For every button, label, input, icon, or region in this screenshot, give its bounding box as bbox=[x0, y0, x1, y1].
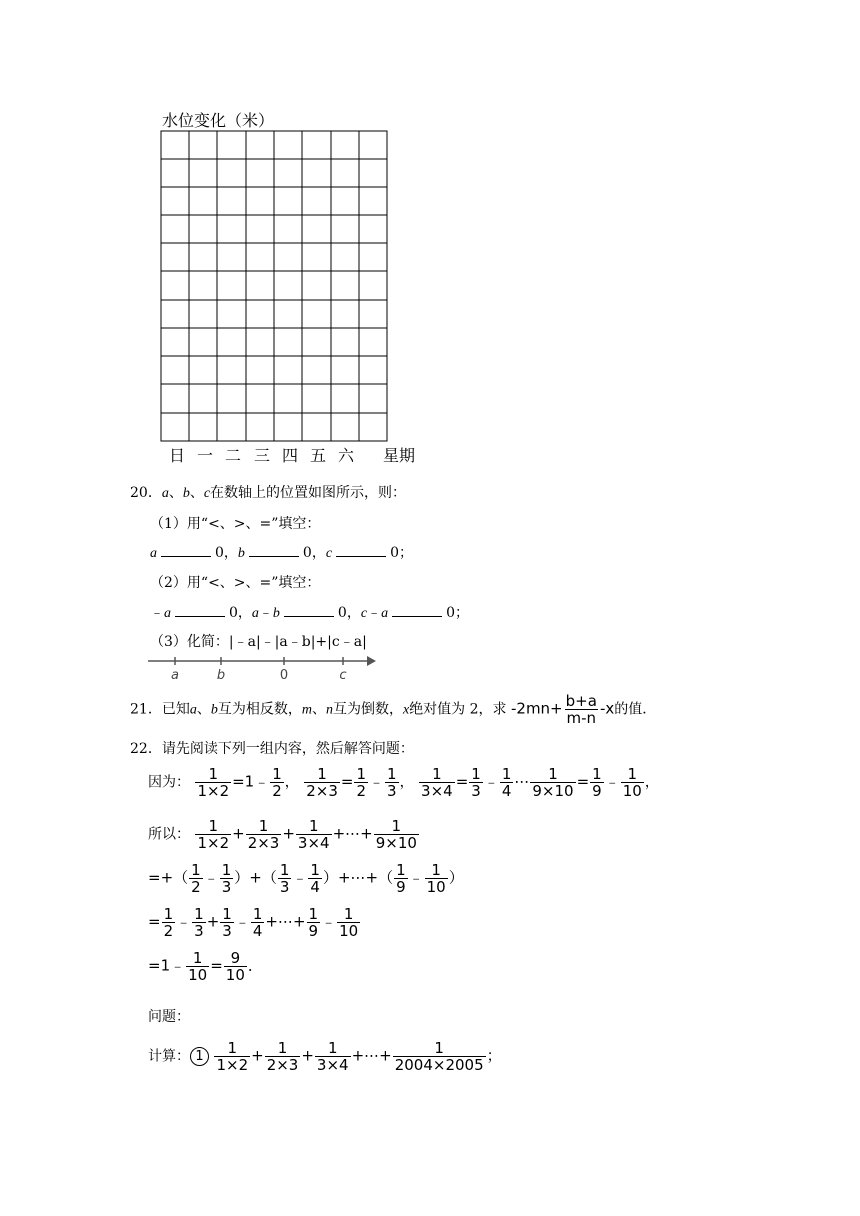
fraction: $\frac{1}{2}$ bbox=[272, 765, 282, 800]
q21-text: 互为相反数， bbox=[217, 701, 302, 718]
arrow-right-icon bbox=[367, 656, 376, 666]
fraction: $\frac{1}{10}$ bbox=[426, 861, 446, 896]
q20-number: 20． bbox=[130, 485, 162, 501]
water-level-grid bbox=[160, 130, 389, 443]
separator: 、 bbox=[168, 485, 183, 501]
fraction: $\frac{1}{10}$ bbox=[622, 765, 642, 800]
expr-lead: -2mn+ bbox=[510, 699, 563, 718]
fraction: $\frac{1}{2\times 3}$ bbox=[247, 817, 280, 852]
var-c: c bbox=[360, 606, 368, 621]
q20-part1: （1）用“<、>、=”填空： bbox=[150, 516, 321, 532]
var-a: a bbox=[164, 606, 171, 621]
fraction: $\frac{1}{3\times 4}$ bbox=[421, 765, 453, 800]
q21-text: 互为倒数， bbox=[332, 701, 403, 718]
answer-blank[interactable] bbox=[392, 602, 442, 617]
minus-sign: ﹣ bbox=[150, 605, 164, 621]
number-line bbox=[146, 652, 382, 682]
fraction-denominator: m-n bbox=[566, 709, 597, 727]
fraction-numerator: b+a bbox=[565, 692, 597, 710]
q22-telescoping-line: = $\frac{1}{2}$ ﹣ $\frac{1}{3}$ + $\frac{1}{3}$ ﹣ $\frac{1}{4}$ +⋯+ $\frac{1}{9}$ ﹣ $\frac{1}{10}$ bbox=[148, 905, 359, 940]
q20-row1 bbox=[150, 542, 413, 562]
fraction: $\frac{1}{9\times 10}$ bbox=[375, 817, 417, 852]
fraction: $\frac{1}{9}$ bbox=[592, 765, 602, 800]
compare-zero: 0； bbox=[446, 605, 469, 621]
fraction: $\frac{1}{4}$ bbox=[310, 861, 320, 896]
q21-text: 已知 bbox=[161, 701, 190, 718]
fraction: $\frac{9}{10}$ bbox=[225, 949, 245, 984]
so-label: 所以： bbox=[148, 826, 190, 843]
numberline-label-a: a bbox=[171, 668, 179, 682]
grid-title: 水位变化（米） bbox=[162, 111, 275, 130]
calc-label: 计算： bbox=[148, 1048, 190, 1065]
answer-blank[interactable] bbox=[161, 542, 211, 557]
numberline-label-zero: 0 bbox=[279, 668, 289, 682]
var-c: c bbox=[325, 546, 333, 561]
q22-question-label: 问题： bbox=[148, 1009, 190, 1025]
fraction: $\frac{1}{2\times 3}$ bbox=[306, 765, 338, 800]
answer-blank[interactable] bbox=[249, 542, 299, 557]
fraction bbox=[564, 693, 599, 726]
fraction: $\frac{1}{9\times 10}$ bbox=[532, 765, 574, 800]
fraction: $\frac{1}{3}$ bbox=[471, 765, 481, 800]
separator: 、 bbox=[189, 485, 204, 501]
weekday-fri: 五 bbox=[310, 446, 327, 465]
fraction: $\frac{1}{1\times 2}$ bbox=[197, 817, 230, 852]
q22-expand-line: =+（ $\frac{1}{2}$ ﹣ $\frac{1}{3}$ ）+（ $\frac{1}{3}$ ﹣ $\frac{1}{4}$ ）+⋯+（ $\frac{1}{9}$ ﹣ $\frac{1}{10}$ ） bbox=[148, 861, 464, 896]
numberline-label-b: b bbox=[216, 668, 226, 682]
minus-sign: ﹣ bbox=[367, 605, 382, 621]
weekday-mon: 一 bbox=[197, 446, 214, 465]
var-a: a bbox=[381, 606, 389, 621]
var-b: b bbox=[210, 702, 218, 718]
fraction: $\frac{1}{4}$ bbox=[501, 765, 512, 800]
separator: 、 bbox=[196, 701, 211, 718]
compare-zero: 0； bbox=[390, 545, 413, 561]
var-a: a bbox=[161, 486, 169, 501]
axis-label-week: 星期 bbox=[383, 446, 416, 465]
fraction: $\frac{1}{3}$ bbox=[222, 905, 232, 940]
fraction: $\frac{1}{2}$ bbox=[163, 905, 174, 940]
weekday-thu: 四 bbox=[282, 446, 299, 465]
var-b: b bbox=[272, 606, 280, 621]
fraction: $\frac{1}{10}$ bbox=[339, 905, 359, 940]
fraction: $\frac{1}{9}$ bbox=[308, 905, 319, 940]
fraction: $\frac{1}{3\times 4}$ bbox=[316, 1039, 349, 1074]
q20-row2 bbox=[150, 602, 469, 622]
answer-blank[interactable] bbox=[336, 542, 386, 557]
answer-blank[interactable] bbox=[284, 602, 334, 617]
var-a: a bbox=[251, 606, 259, 621]
fraction: $\frac{1}{2\times 3}$ bbox=[266, 1039, 299, 1074]
var-c: c bbox=[203, 486, 211, 501]
answer-blank[interactable] bbox=[175, 602, 225, 617]
numberline-label-c: c bbox=[339, 668, 347, 682]
var-a: a bbox=[189, 702, 197, 718]
q22-so-line: 所以： $\frac{1}{1\times 2}$ + $\frac{1}{2\times 3}$ + $\frac{1}{3\times 4}$ +⋯+ $\frac{1}{9\times 10}$ bbox=[148, 817, 417, 852]
q20-part2: （2）用“<、>、=”填空： bbox=[150, 575, 321, 591]
expr-tail: -x bbox=[599, 699, 615, 718]
q22-number: 22． bbox=[130, 741, 162, 757]
fraction: $\frac{1}{9}$ bbox=[396, 861, 406, 896]
q20-stem bbox=[130, 482, 406, 502]
fraction: $\frac{1}{2}$ bbox=[191, 861, 201, 896]
var-a: a bbox=[150, 546, 157, 561]
var-n: n bbox=[325, 702, 333, 718]
weekday-wed: 三 bbox=[254, 446, 271, 465]
var-b: b bbox=[182, 486, 190, 501]
q21-number: 21． bbox=[130, 701, 162, 718]
fraction: $\frac{1}{1\times 2}$ bbox=[216, 1039, 249, 1074]
fraction: $\frac{1}{2004\times 2005}$ bbox=[394, 1039, 484, 1074]
q21-text: 绝对值为 2，求 bbox=[409, 701, 507, 718]
var-b: b bbox=[237, 546, 245, 561]
minus-sign: ﹣ bbox=[258, 605, 273, 621]
fraction: $\frac{1}{10}$ bbox=[188, 949, 208, 984]
q20-stem-text: 在数轴上的位置如图所示，则： bbox=[210, 485, 407, 501]
q22-stem-text: 请先阅读下列一组内容，然后解答问题： bbox=[161, 741, 414, 757]
q20-part3: （3）化简：|﹣a|﹣|a﹣b|+|c﹣a| bbox=[150, 634, 367, 650]
fraction: $\frac{1}{3}$ bbox=[194, 905, 204, 940]
q22-because-line: 因为： $\frac{1}{1\times 2}$ =1﹣ $\frac{1}{2}$ ， $\frac{1}{2\times 3}$ = $\frac{1}{2}$ ﹣ $\frac{1}{3}$ ， $\frac{1}{3\times 4}$ = $\frac{1}{3}$ ﹣ $\frac{1}{4}$ ⋯ $\frac{1}{9\times 10}$ = $\frac{1}{9}$ ﹣ $\frac{1}{10}$ ， bbox=[148, 765, 659, 800]
fraction: $\frac{1}{3}$ bbox=[221, 861, 232, 896]
weekday-sun: 日 bbox=[169, 446, 186, 465]
fraction: $\frac{1}{1\times 2}$ bbox=[197, 765, 230, 800]
because-label: 因为： bbox=[148, 774, 190, 791]
fraction: $\frac{1}{3\times 4}$ bbox=[297, 817, 330, 852]
q22-result-line: =1﹣ $\frac{1}{10}$ = $\frac{9}{10}$ ． bbox=[148, 949, 263, 984]
var-m: m bbox=[301, 702, 312, 718]
var-x: x bbox=[402, 702, 410, 718]
compare-zero: 0， bbox=[337, 605, 361, 621]
q22-calc-line: 计算： 1 $\frac{1}{1\times 2}$ + $\frac{1}{2\times 3}$ + $\frac{1}{3\times 4}$ +⋯+ $\frac{1}{2004\times 2005}$ ； bbox=[148, 1039, 502, 1074]
q21 bbox=[130, 693, 656, 726]
weekday-tue: 二 bbox=[225, 446, 242, 465]
compare-zero: 0， bbox=[229, 605, 252, 621]
fraction: $\frac{1}{3}$ bbox=[279, 861, 290, 896]
circled-one-icon: 1 bbox=[190, 1047, 209, 1066]
weekday-sat: 六 bbox=[338, 446, 355, 465]
compare-zero: 0， bbox=[215, 545, 238, 561]
fraction: $\frac{1}{3}$ bbox=[387, 765, 397, 800]
q22-stem bbox=[130, 738, 414, 758]
fraction: $\frac{1}{2}$ bbox=[356, 765, 367, 800]
q21-text: 的值． bbox=[614, 701, 657, 718]
compare-zero: 0， bbox=[302, 545, 326, 561]
fraction: $\frac{1}{4}$ bbox=[252, 905, 263, 940]
separator: 、 bbox=[311, 701, 326, 718]
